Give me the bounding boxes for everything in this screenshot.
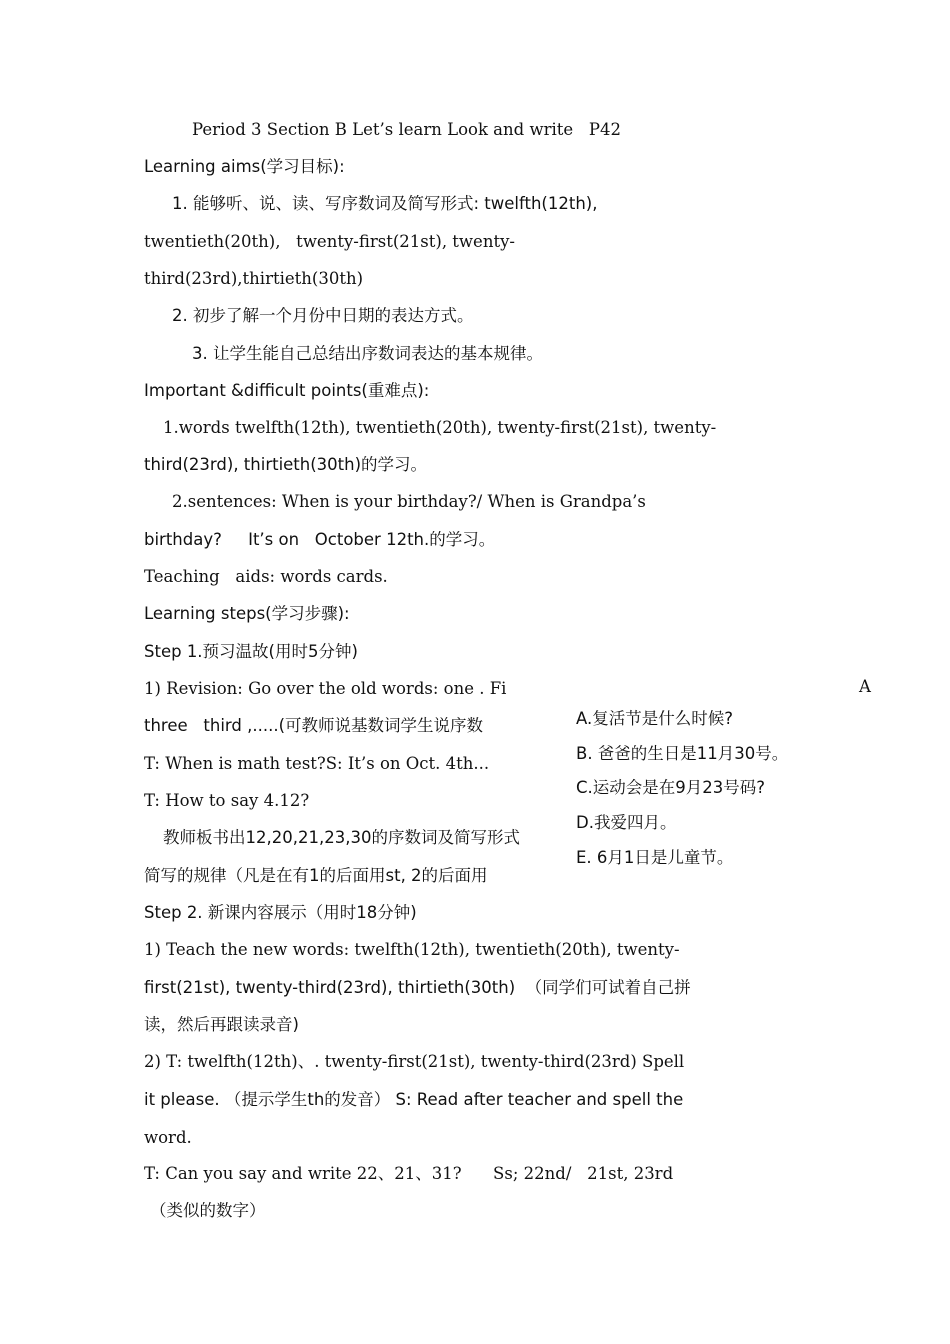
page-title: Period 3 Section B Let’s learn Look and write P42 — [192, 120, 621, 139]
point-1-line-2: third(23rd), thirtieth(30th)的学习。 — [144, 455, 428, 474]
aim-2: 2. 初步了解一个月份中日期的表达方式。 — [172, 306, 474, 325]
step-1-ordinals: three third ,.....(可教师说基数词学生说序数 — [144, 716, 484, 735]
aim-1-line-1: 1. 能够听、说、读、写序数词及简写形式: twelfth(12th), — [172, 194, 598, 213]
step-1-board-note: 教师板书出12,20,21,23,30的序数词及简写形式 — [163, 828, 520, 847]
steps-heading: Learning steps(学习步骤): — [144, 604, 350, 623]
side-item-a: A.复活节是什么时候? — [576, 709, 733, 728]
step-1-dialogue-1: T: When is math test?S: It’s on Oct. 4th... — [144, 754, 490, 773]
aim-1-line-2: twentieth(20th), twenty-first(21st), twenty- — [144, 232, 515, 251]
step-2-line-6: word. — [144, 1128, 192, 1147]
step-2-line-5: it please. （提示学生th的发音） S: Read after teacher and spell the — [144, 1090, 684, 1109]
point-1-line-1: 1.words twelfth(12th), twentieth(20th), twenty-first(21st), twenty- — [163, 418, 717, 437]
side-item-e: E. 6月1日是儿童节。 — [576, 848, 734, 867]
step-2-line-7: T: Can you say and write 22、21、31? Ss; 22nd/ 21st, 23rd — [144, 1164, 674, 1183]
step-2-line-4: 2) T: twelfth(12th)、. twenty-first(21st), twenty-third(23rd) Spell — [144, 1052, 685, 1071]
step-1-rule: 简写的规律（凡是在有1的后面用st, 2的后面用 — [144, 866, 488, 885]
aim-1-line-3: third(23rd),thirtieth(30th) — [144, 269, 364, 288]
step-1-dialogue-2: T: How to say 4.12? — [144, 791, 310, 810]
step-2-line-8: （类似的数字） — [150, 1201, 266, 1220]
aim-3: 3. 让学生能自己总结出序数词表达的基本规律。 — [192, 344, 543, 363]
step-2-line-3: 读，然后再跟读录音) — [144, 1015, 299, 1034]
point-2-line-2: birthday? It’s on October 12th.的学习。 — [144, 530, 496, 549]
side-letter: A — [859, 677, 871, 696]
side-item-d: D.我爱四月。 — [576, 813, 677, 832]
step-1-heading: Step 1.预习温故(用时5分钟) — [144, 642, 358, 661]
teaching-aids: Teaching aids: words cards. — [144, 567, 388, 586]
step-2-line-2: first(21st), twenty-third(23rd), thirtieth(30th) （同学们可试着自己拼 — [144, 978, 691, 997]
step-2-line-1: 1) Teach the new words: twelfth(12th), twentieth(20th), twenty- — [144, 940, 680, 959]
side-item-c: C.运动会是在9月23号码? — [576, 778, 766, 797]
points-heading: Important &difficult points(重难点): — [144, 381, 430, 400]
point-2-line-1: 2.sentences: When is your birthday?/ When is Grandpa’s — [172, 492, 646, 511]
side-item-b: B. 爸爸的生日是11月30号。 — [576, 744, 789, 763]
step-1-revision: 1) Revision: Go over the old words: one . Fi — [144, 679, 507, 698]
aims-heading: Learning aims(学习目标): — [144, 157, 345, 176]
step-2-heading: Step 2. 新课内容展示（用时18分钟) — [144, 903, 417, 922]
